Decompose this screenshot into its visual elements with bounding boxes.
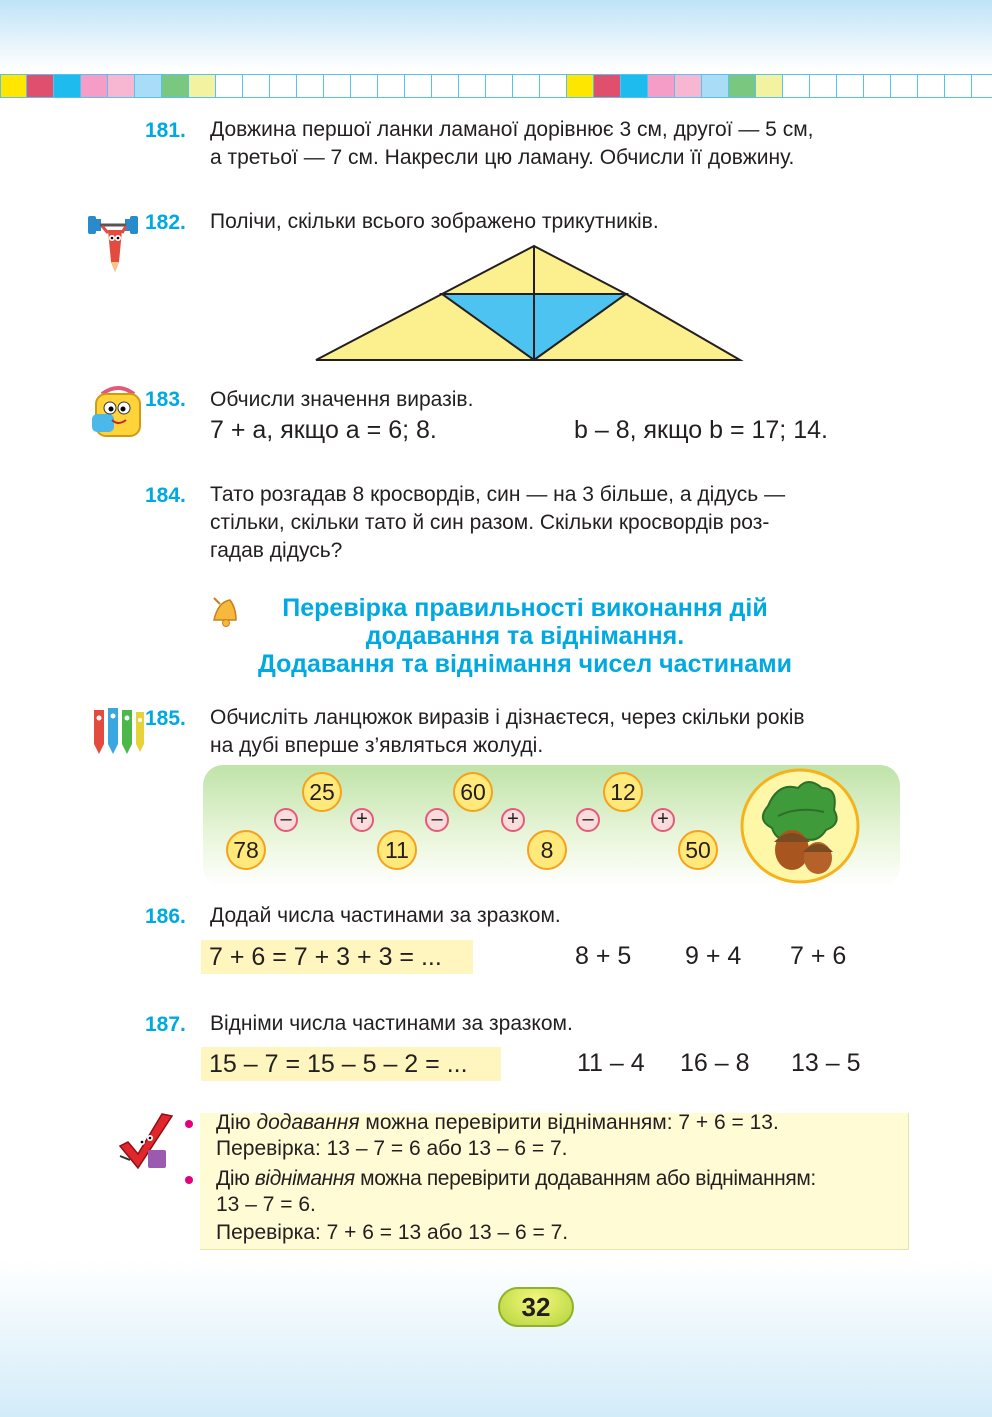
task-181-text xyxy=(210,116,813,172)
task-186-item: 8 + 5 xyxy=(575,942,632,970)
chain-operator: + xyxy=(651,808,675,832)
rule-line-5: Перевірка: 7 + 6 = 13 або 13 – 6 = 7. xyxy=(216,1221,569,1244)
stripe-cell xyxy=(378,74,405,98)
task-186-text: Додай числа частинами за зразком. xyxy=(210,904,561,927)
chain-operator: – xyxy=(576,808,600,832)
stripe-cell xyxy=(216,74,243,98)
rule-term-subtraction: віднімання xyxy=(254,1167,355,1190)
stripe-cell xyxy=(945,74,972,98)
rule-text: Дію xyxy=(216,1167,255,1190)
page-number: 32 xyxy=(498,1287,574,1327)
stripe-cell xyxy=(567,74,594,98)
chain-bubble: 50 xyxy=(678,830,718,870)
weightlifter-pencil-icon xyxy=(86,208,146,274)
stripe-cell xyxy=(729,74,756,98)
stripe-cell xyxy=(675,74,702,98)
task-186-item: 9 + 4 xyxy=(685,942,742,970)
pencils-icon xyxy=(88,704,148,756)
task-183-expr1: 7 + а, якщо а = 6; 8. xyxy=(210,416,437,444)
task-183-expr2: b – 8, якщо b = 17; 14. xyxy=(574,416,828,444)
rule-text: Дію xyxy=(216,1111,257,1134)
section-heading-line2: додавання та віднімання. xyxy=(365,622,685,650)
rule-text: можна перевірити додаванням або відніманням: xyxy=(354,1167,816,1190)
task-186-sample: 7 + 6 = 7 + 3 + 3 = ... xyxy=(201,940,473,974)
stripe-cell xyxy=(81,74,108,98)
bullet xyxy=(185,1176,193,1184)
triangles-figure xyxy=(312,242,744,366)
bullet xyxy=(185,1120,193,1128)
chain-operator: + xyxy=(501,808,525,832)
task-184-line2: стільки, скільки тато й син разом. Скільки кросвордів роз- xyxy=(210,511,770,534)
stripe-cell xyxy=(459,74,486,98)
task-183-number: 183. xyxy=(145,388,186,411)
section-heading-line3: Додавання та віднімання чисел частинами xyxy=(258,650,792,678)
task-183-text: Обчисли значення виразів. xyxy=(210,388,474,411)
stripe-cell xyxy=(108,74,135,98)
stripe-cell xyxy=(486,74,513,98)
task-186-item: 7 + 6 xyxy=(790,942,847,970)
stripe-cell xyxy=(972,74,992,98)
stripe-cell xyxy=(189,74,216,98)
chain-operator: + xyxy=(350,808,374,832)
rule-line-1 xyxy=(216,1110,779,1136)
task-187-number: 187. xyxy=(145,1013,186,1036)
rule-text: можна перевірити відніманням: 7 + 6 = 13. xyxy=(359,1111,779,1134)
backpack-icon xyxy=(88,384,148,440)
stripe-cell xyxy=(54,74,81,98)
checkmark-character-icon xyxy=(116,1112,176,1174)
stripe-cell xyxy=(918,74,945,98)
chain-bubble: 8 xyxy=(527,830,567,870)
stripe-cell xyxy=(702,74,729,98)
chain-operator: – xyxy=(425,808,449,832)
task-185-text xyxy=(210,704,805,760)
stripe-cell xyxy=(810,74,837,98)
stripe-cell xyxy=(27,74,54,98)
stripe-cell xyxy=(297,74,324,98)
stripe-cell xyxy=(513,74,540,98)
task-184-line1: Тато розгадав 8 кросвордів, син — на 3 більше, а дідусь — xyxy=(210,483,786,506)
stripe-cell xyxy=(648,74,675,98)
section-heading-line1: Перевірка правильності виконання дій xyxy=(282,594,768,622)
task-185-line1: Обчисліть ланцюжок виразів і дізнаєтеся, через скільки років xyxy=(210,706,805,729)
stripe-cell xyxy=(405,74,432,98)
header-stripe xyxy=(0,72,992,100)
task-182-number: 182. xyxy=(145,211,186,234)
task-181-line2: а третьої — 7 см. Накресли цю ламану. Обчисли її довжину. xyxy=(210,146,795,169)
chain-bubble: 60 xyxy=(453,772,493,812)
stripe-cell xyxy=(432,74,459,98)
task-184-text xyxy=(210,481,907,565)
task-185-number: 185. xyxy=(145,707,186,730)
stripe-cell xyxy=(891,74,918,98)
task-187-item: 13 – 5 xyxy=(791,1049,861,1077)
stripe-cell xyxy=(135,74,162,98)
stripe-cell xyxy=(351,74,378,98)
stripe-cell xyxy=(864,74,891,98)
rule-line-2: Перевірка: 13 – 7 = 6 або 13 – 6 = 7. xyxy=(216,1137,568,1160)
stripe-cell xyxy=(756,74,783,98)
chain-bubble: 11 xyxy=(377,830,417,870)
chain-operator: – xyxy=(274,808,298,832)
chain-bubble: 78 xyxy=(226,830,266,870)
stripe-cell xyxy=(0,74,27,98)
task-181-line1: Довжина першої ланки ламаної дорівнює 3 см, другої — 5 см, xyxy=(210,118,814,141)
rule-line-4: 13 – 7 = 6. xyxy=(216,1193,316,1216)
task-187-item: 16 – 8 xyxy=(680,1049,750,1077)
task-186-number: 186. xyxy=(145,905,186,928)
task-187-text: Відніми числа частинами за зразком. xyxy=(210,1012,573,1035)
stripe-cell xyxy=(324,74,351,98)
chain-bubble: 25 xyxy=(302,772,342,812)
stripe-cell xyxy=(162,74,189,98)
task-182-text: Полічи, скільки всього зображено трикутників. xyxy=(210,210,659,233)
task-187-sample: 15 – 7 = 15 – 5 – 2 = ... xyxy=(201,1047,501,1081)
acorn-icon xyxy=(738,766,862,886)
task-181-number: 181. xyxy=(145,119,186,142)
chain-bubble: 12 xyxy=(603,772,643,812)
rule-line-3 xyxy=(216,1166,816,1192)
rule-term-addition: додавання xyxy=(256,1111,360,1134)
stripe-cell xyxy=(621,74,648,98)
task-187-item: 11 – 4 xyxy=(577,1049,645,1077)
task-184-line3: гадав дідусь? xyxy=(210,539,343,562)
stripe-cell xyxy=(783,74,810,98)
task-185-line2: на дубі вперше з’являться жолуді. xyxy=(210,734,544,757)
stripe-cell xyxy=(540,74,567,98)
task-184-number: 184. xyxy=(145,484,186,507)
stripe-cell xyxy=(270,74,297,98)
stripe-cell xyxy=(837,74,864,98)
stripe-cell xyxy=(243,74,270,98)
stripe-cell xyxy=(594,74,621,98)
